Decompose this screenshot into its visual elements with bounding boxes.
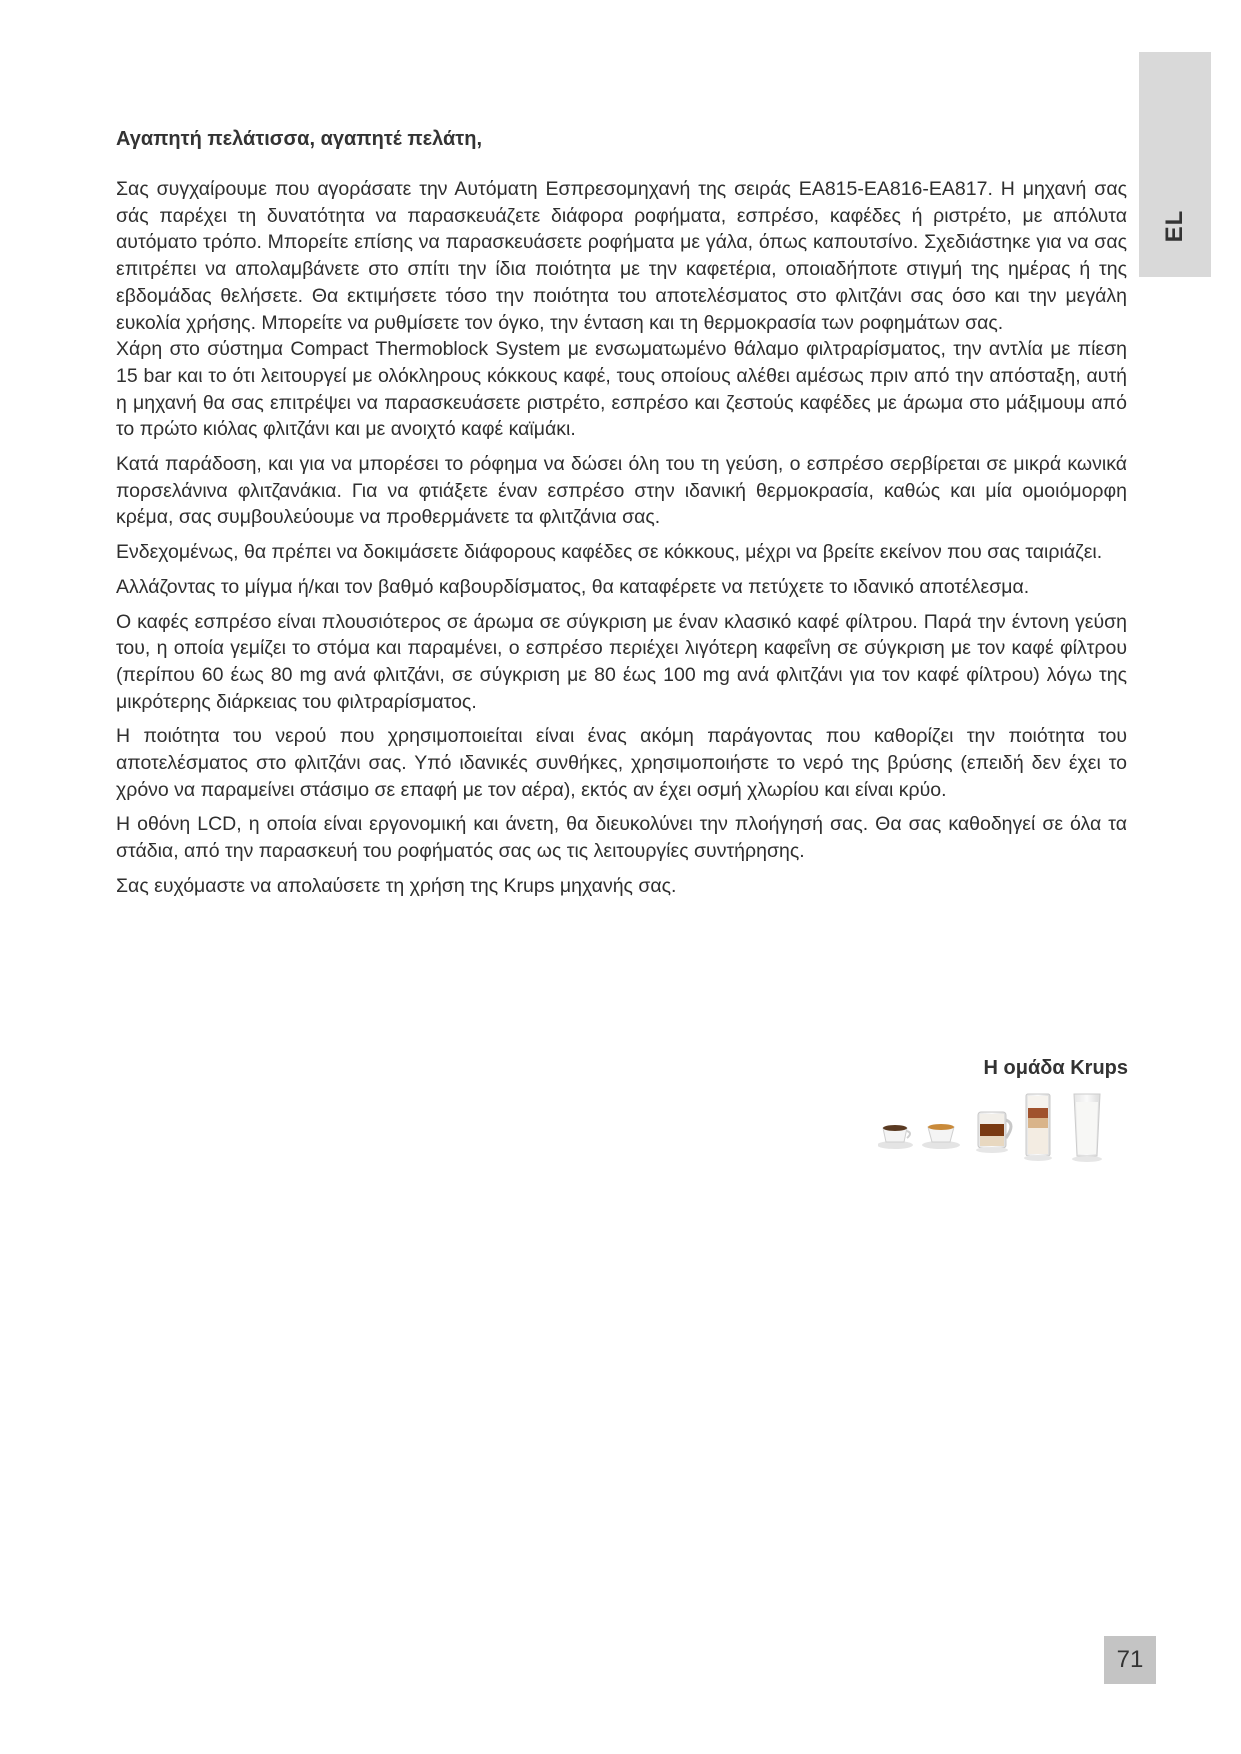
paragraph-caffeine: Ο καφές εσπρέσο είναι πλουσιότερος σε άρωμα σε σύγκριση με έναν κλασικό καφέ φίλτρου. Παρά την έντονη γεύση του, η οποία γεμίζει το στόμα και παραμένει, ο εσπρέσο περιέχει λιγότερη καφεΐνη σε σύγκριση με τον καφέ φίλτρου (περίπου 60 έως 80 mg ανά φλιτζάνι, σε σύγκριση με 80 έως 100 mg ανά φλιτζάνι για τον καφέ φίλτρου) λόγω της μικρότερης διάρκειας του φιλτραρίσματος. [116,610,1127,713]
milk-glass-icon [1072,1094,1102,1162]
paragraph-water: Η ποιότητα του νερού που χρησιμοποιείται είναι ένας ακόμη παράγοντας που καθορίζει την ποιότητα του αποτελέσματος στο φλιτζάνι σας. Υπό ιδανικές συνθήκες, χρησιμοποιήστε το νερό της βρύσης (επειδή δεν έχει το χρόνο να παραμείνει στάσιμο σε επαφή με τον αέρα), εκτός αν έχει οσμή χλωρίου και είναι κρύο. [116,725,1127,801]
signature: Η ομάδα Krups [983,1057,1128,1079]
paragraph-lcd: Η οθόνη LCD, η οποία είναι εργονομική και άνετη, θα διευκολύνει την πλοήγησή σας. Θα σας καθοδηγεί σε όλα τα στάδια, από την παρασκευή του ροφήματός σας ως τις λειτουργίες συντήρησης. [116,813,1127,863]
espresso-cup-icon [878,1125,913,1149]
paragraph-beans: Ενδεχομένως, θα πρέπει να δοκιμάσετε διάφορους καφέδες σε κόκκους, μέχρι να βρείτε εκείνον που σας ταιριάζει. [116,541,1103,564]
greeting: Αγαπητή πελάτισσα, αγαπητέ πελάτη, [116,128,483,150]
latte-glass-icon [1024,1094,1052,1161]
page-number: 71 [1104,1636,1156,1684]
paragraph-thermoblock: Χάρη στο σύστημα Compact Thermoblock System με ενσωματωμένο θάλαμο φιλτραρίσματος, την αντλία με πίεση 15 bar και το ότι λειτουργεί με ολόκληρους κόκκους καφέ, τους οποίους αλέθει αμέσως πριν από την απόσταξη, αυτή η μηχανή θα σας επιτρέψει να παρασκευάσετε ριστρέτο, εσπρέσο και ζεστούς καφέδες με άρωμα στο μάξιμουμ από το πρώτο κιόλας φλιτζάνι και με ανοιχτό καφέ καϊμάκι. [116,338,1127,441]
cappuccino-mug-icon [976,1112,1011,1153]
coffee-cup-icon [922,1124,960,1149]
paragraph-blend: Αλλάζοντας το μίγμα ή/και τον βαθμό καβουρδίσματος, θα καταφέρετε να πετύχετε το ιδανικό αποτέλεσμα. [116,575,1030,598]
paragraph-intro: Σας συγχαίρουμε που αγοράσατε την Αυτόματη Εσπρεσομηχανή της σειράς EA815-EA816-EA817. Η μηχανή σας σάς παρέχει τη δυνατότητα να παρασκευάζετε διάφορα ροφήματα, εσπρέσο, καφέδες ή ριστρέτο, με απόλυτα αυτόματο τρόπο. Μπορείτε επίσης να παρασκευάσετε ροφήματα με γάλα, όπως καπουτσίνο. Σχεδιάστηκε για να σας επιτρέπει να απολαμβάνετε στο σπίτι την ίδια ποιότητα με την καφετέρια, οποιαδήποτε στιγμή της ημέρας ή της εβδομάδας θελήσετε. Θα εκτιμήσετε τόσο την ποιότητα του αποτελέσματος στο φλιτζάνι σας όσο και την μεγάλη ευκολία χρήσης. Μπορείτε να ρυθμίσετε τον όγκο, την ένταση και τη θερμοκρασία των ροφημάτων σας. [116,178,1127,334]
paragraph-tradition: Κατά παράδοση, και για να μπορέσει το ρόφημα να δώσει όλη του τη γεύση, ο εσπρέσο σερβίρεται σε μικρά κωνικά πορσελάνινα φλιτζανάκια. Για να φτιάξετε έναν εσπρέσο στην ιδανική θερμοκρασία, καθώς και μία ομοιόμορφη κρέμα, σας συμβουλεύουμε να προθερμάνετε τα φλιτζάνια σας. [116,453,1127,529]
paragraph-closing: Σας ευχόμαστε να απολαύσετε τη χρήση της Krups μηχανής σας. [116,874,677,897]
language-tab [1139,52,1211,277]
letter-body [116,126,1127,908]
language-code: EL [1161,209,1188,243]
coffee-cups-illustration [878,1092,1140,1188]
